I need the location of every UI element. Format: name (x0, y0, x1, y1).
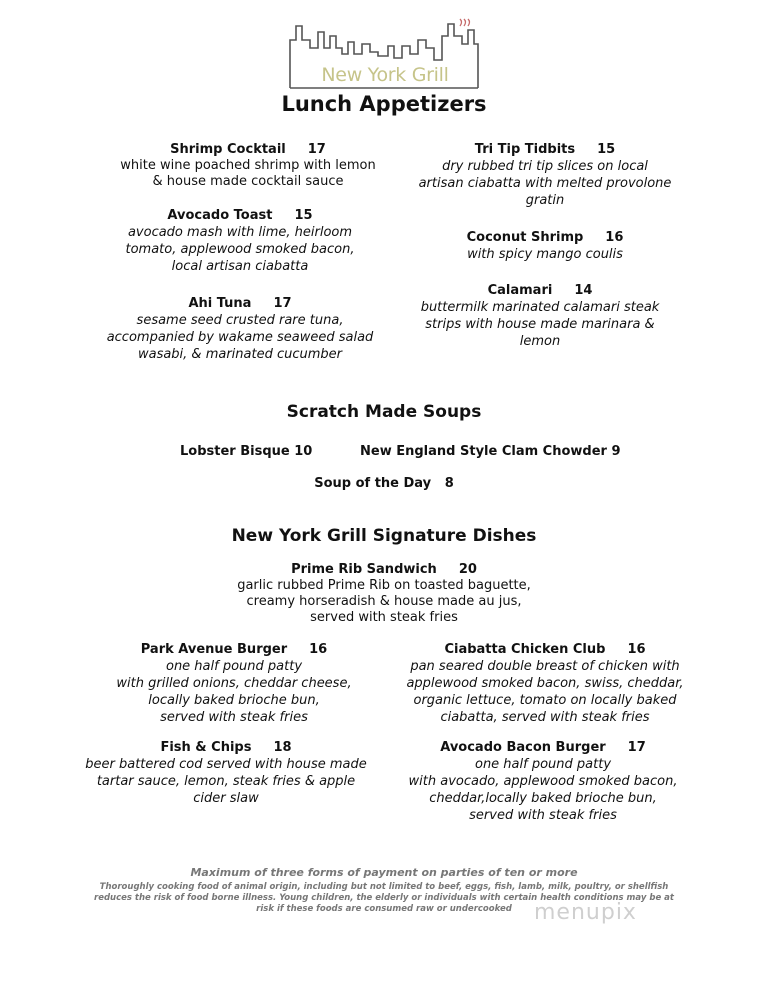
item-desc: accompanied by wakame seaweed salad (106, 330, 374, 345)
item-desc: with avocado, applewood smoked bacon, (408, 774, 678, 789)
item-name: Ahi Tuna (188, 296, 252, 311)
menu-item-tri-tip-tidbits (390, 142, 700, 209)
item-name: Fish & Chips (160, 740, 252, 755)
item-desc: garlic rubbed Prime Rib on toasted baguette, (237, 578, 531, 593)
item-desc: local artisan ciabatta (171, 259, 309, 274)
item-desc: served with steak fries (160, 710, 308, 725)
section-title-soups: Scratch Made Soups (286, 402, 482, 422)
logo-text: New York Grill (321, 64, 449, 86)
item-name: Tri Tip Tidbits (474, 142, 576, 157)
health-warning-line: Thoroughly cooking food of animal origin, including but not limited to beef, eggs, fish, lamb, milk, poultry, or shellfish (99, 882, 669, 892)
soup-item-lobster-bisque: Lobster Bisque 10 (180, 444, 313, 459)
menu-item-avocado-toast (90, 208, 390, 275)
restaurant-logo (288, 18, 482, 92)
item-name: Ciabatta Chicken Club (444, 642, 606, 657)
item-desc: tomato, applewood smoked bacon, (125, 242, 355, 257)
item-price: 16 (627, 642, 646, 657)
item-desc: wasabi, & marinated cucumber (137, 347, 343, 362)
menu-item-fish-and-chips (76, 740, 376, 807)
item-name: Shrimp Cocktail (170, 142, 286, 157)
item-name: Park Avenue Burger (140, 642, 288, 657)
item-desc: locally baked brioche bun, (148, 693, 320, 708)
menu-item-prime-rib-sandwich (234, 562, 534, 626)
item-desc: served with steak fries (310, 610, 458, 625)
item-desc: served with steak fries (469, 808, 617, 823)
item-name: Prime Rib Sandwich (291, 562, 437, 577)
item-price: 15 (597, 142, 616, 157)
item-desc: pan seared double breast of chicken with (410, 659, 680, 674)
item-price: 16 (309, 642, 328, 657)
item-name: Avocado Bacon Burger (440, 740, 606, 755)
item-desc: ciabatta, served with steak fries (440, 710, 650, 725)
item-desc: artisan ciabatta with melted provolone (418, 176, 672, 191)
page-title: Lunch Appetizers (281, 92, 487, 116)
item-price: 20 (458, 562, 477, 577)
item-name: Avocado Toast (167, 208, 273, 223)
health-warning-line: reduces the risk of food borne illness. Young children, the elderly or individuals with certain health conditions may be at (94, 893, 674, 903)
item-price: 17 (627, 740, 646, 755)
item-desc: applewood smoked bacon, swiss, cheddar, (406, 676, 684, 691)
item-desc: one half pound patty (165, 659, 303, 674)
item-price: 15 (294, 208, 313, 223)
menu-item-avocado-bacon-burger (388, 740, 698, 824)
item-name: Coconut Shrimp (466, 230, 584, 245)
item-desc: beer battered cod served with house made (85, 757, 367, 772)
item-desc: cheddar,locally baked brioche bun, (429, 791, 657, 806)
item-desc: creamy horseradish & house made au jus, (246, 594, 522, 609)
item-desc: cider slaw (193, 791, 259, 806)
item-price: 18 (273, 740, 292, 755)
section-title-signature: New York Grill Signature Dishes (231, 526, 537, 546)
watermark: menupix (534, 900, 637, 925)
item-desc: one half pound patty (474, 757, 612, 772)
item-desc: tartar sauce, lemon, steak fries & apple (96, 774, 356, 789)
item-desc: sesame seed crusted rare tuna, (136, 313, 344, 328)
item-desc: white wine poached shrimp with lemon (120, 158, 376, 173)
item-price: 14 (574, 283, 593, 298)
health-warning-line: risk if these foods are consumed raw or undercooked (256, 904, 512, 914)
soup-item-of-the-day: Soup of the Day 8 (314, 476, 454, 491)
item-desc: with grilled onions, cheddar cheese, (116, 676, 352, 691)
item-desc: organic lettuce, tomato on locally baked (413, 693, 677, 708)
menu-item-ahi-tuna (80, 296, 400, 363)
item-desc: & house made cocktail sauce (152, 174, 344, 189)
item-desc: lemon (519, 334, 561, 349)
item-desc: buttermilk marinated calamari steak (420, 300, 660, 315)
item-desc: gratin (525, 193, 565, 208)
item-desc: avocado mash with lime, heirloom (127, 225, 353, 240)
menu-item-calamari (385, 283, 695, 350)
menu-item-ciabatta-chicken-club (390, 642, 700, 726)
item-price: 17 (273, 296, 292, 311)
payment-note: Maximum of three forms of payment on parties of ten or more (190, 866, 578, 879)
menu-item-shrimp-cocktail (98, 142, 398, 190)
item-name: Calamari (487, 283, 553, 298)
menu-item-park-avenue-burger (84, 642, 384, 726)
item-price: 16 (605, 230, 624, 245)
item-desc: strips with house made marinara & (425, 317, 655, 332)
item-price: 17 (307, 142, 326, 157)
item-desc: dry rubbed tri tip slices on local (442, 159, 648, 174)
item-desc: with spicy mango coulis (467, 247, 623, 262)
soup-item-clam-chowder: New England Style Clam Chowder 9 (360, 444, 621, 459)
menu-item-coconut-shrimp (390, 230, 700, 263)
